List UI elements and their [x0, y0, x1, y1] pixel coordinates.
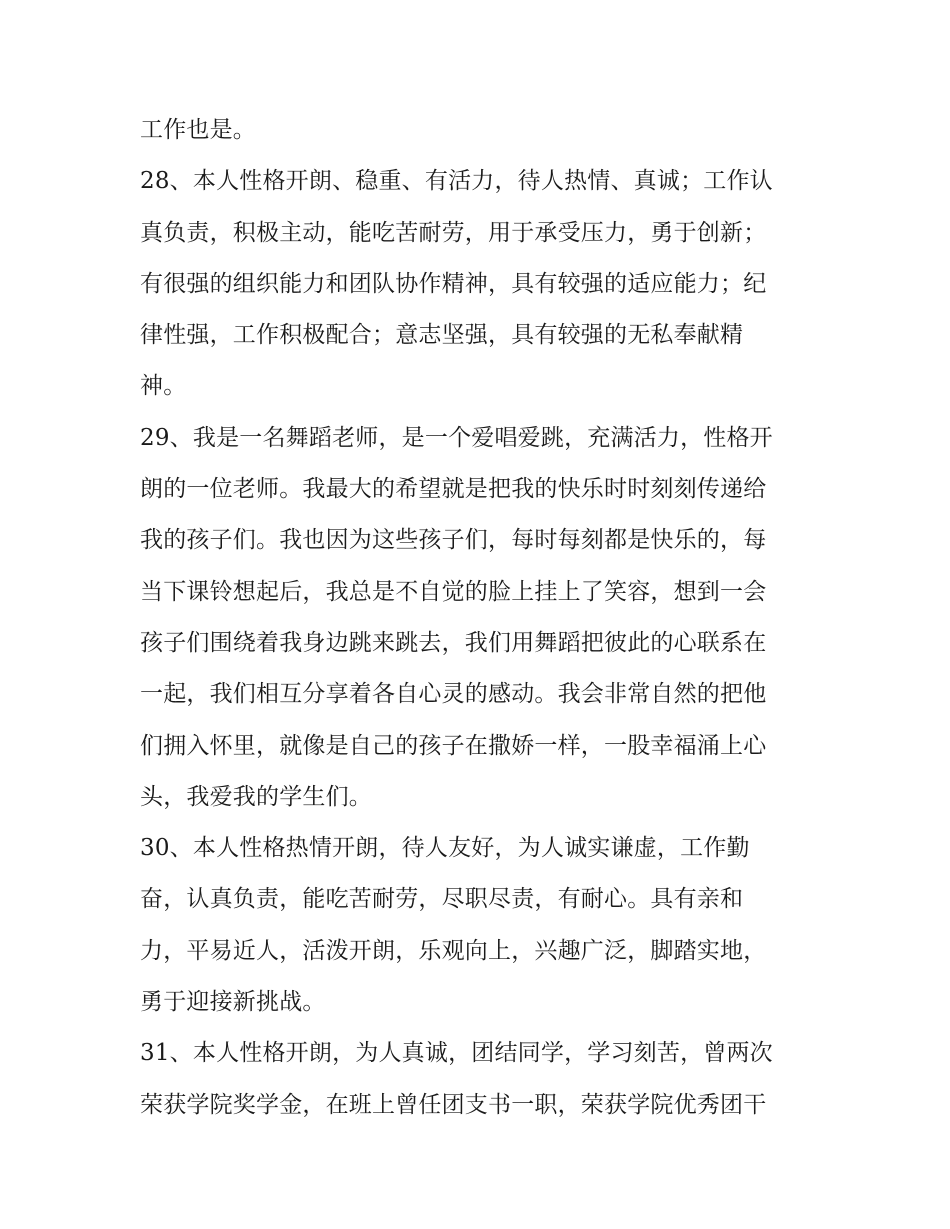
- text-line: 31、本人性格开朗，为人真诚，团结同学，学习刻苦，曾两次: [140, 1040, 773, 1067]
- text-line: 有很强的组织能力和团队协作精神，具有较强的适应能力；纪: [140, 270, 767, 297]
- text-line: 真负责，积极主动，能吃苦耐劳，用于承受压力，勇于创新；: [140, 219, 767, 246]
- text-line: 勇于迎接新挑战。: [140, 989, 326, 1016]
- text-line: 力，平易近人，活泼开朗，乐观向上，兴趣广泛，脚踏实地，: [140, 937, 767, 964]
- text-line: 们拥入怀里，就像是自己的孩子在撒娇一样，一股幸福涌上心: [140, 732, 767, 759]
- text-line: 神。: [140, 373, 187, 400]
- text-line: 律性强，工作积极配合；意志坚强，具有较强的无私奉献精: [140, 322, 744, 349]
- text-line: 一起，我们相互分享着各自心灵的感动。我会非常自然的把他: [140, 681, 767, 708]
- text-line: 孩子们围绕着我身边跳来跳去，我们用舞蹈把彼此的心联系在: [140, 629, 767, 656]
- text-line: 28、本人性格开朗、稳重、有活力，待人热情、真诚；工作认: [140, 168, 773, 195]
- text-line: 荣获学院奖学金，在班上曾任团支书一职，荣获学院优秀团干: [140, 1091, 767, 1118]
- text-line: 我的孩子们。我也因为这些孩子们，每时每刻都是快乐的，每: [140, 527, 767, 554]
- document-body: [140, 108, 820, 1134]
- text-line: 朗的一位老师。我最大的希望就是把我的快乐时时刻刻传递给: [140, 476, 767, 503]
- text-line: 奋，认真负责，能吃苦耐劳，尽职尽责，有耐心。具有亲和: [140, 886, 744, 913]
- text-line: 工作也是。: [140, 117, 256, 143]
- text-line: 30、本人性格热情开朗，待人友好，为人诚实谦虚，工作勤: [140, 835, 750, 862]
- text-line: 头，我爱我的学生们。: [140, 783, 372, 810]
- text-line: 当下课铃想起后，我总是不自觉的脸上挂上了笑容，想到一会: [140, 578, 767, 605]
- text-line: 29、我是一名舞蹈老师，是一个爱唱爱跳，充满活力，性格开: [140, 424, 773, 451]
